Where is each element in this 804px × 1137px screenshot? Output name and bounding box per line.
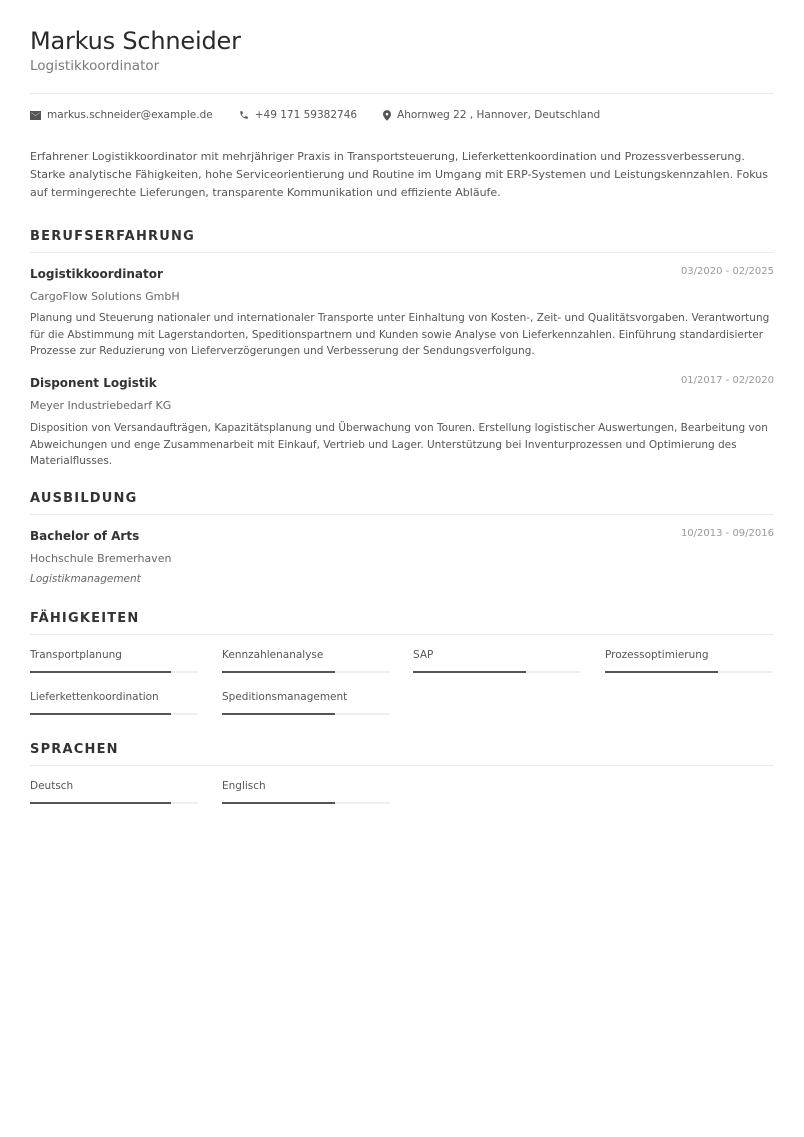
contact-address (383, 109, 600, 121)
language-item (222, 780, 390, 804)
degree-title: Bachelor of Arts (30, 529, 140, 543)
section-title-education: AUSBILDUNG (30, 491, 138, 506)
language-bar-fill (222, 802, 335, 804)
skill-item (222, 649, 390, 673)
skill-bar-fill (222, 671, 335, 673)
skill-label: Prozessoptimierung (605, 649, 709, 661)
field-of-study: Logistikmanagement (30, 573, 141, 585)
job-date: 01/2017 - 02/2020 (680, 375, 774, 386)
job-date: 03/2020 - 02/2025 (680, 266, 774, 277)
envelope-icon (30, 111, 41, 120)
skill-bar (222, 671, 390, 673)
skill-bar (605, 671, 773, 673)
profile-summary: Erfahrener Logistikkoordinator mit mehrjähriger Praxis in Transportsteuerung, Lieferkettenkoordination und Prozessverbesserung. Starke analytische Fähigkeiten, hohe Serviceorientierung und Routine im Umgang mit ERP-Systemen und Leistungskennzahlen. Fokus auf termingerechte Lieferungen, transparente Kommunikation und effiziente Abläufe. (30, 150, 768, 199)
skill-item (222, 691, 390, 715)
contact-bar (30, 109, 626, 121)
section-divider (30, 634, 774, 635)
section-divider (30, 252, 774, 253)
skill-label: Speditionsmanagement (222, 691, 348, 703)
skill-bar (413, 671, 581, 673)
language-bar (222, 802, 390, 804)
section-divider (30, 514, 774, 515)
skill-label: SAP (413, 649, 434, 661)
language-bar (30, 802, 198, 804)
skill-bar-fill (222, 713, 335, 715)
job-title: Disponent Logistik (30, 376, 157, 390)
section-title-skills: FÄHIGKEITEN (30, 611, 140, 626)
candidate-role: Logistikkoordinator (30, 58, 160, 74)
skill-label: Kennzahlenanalyse (222, 649, 324, 661)
map-pin-icon (383, 110, 391, 121)
contact-phone[interactable] (239, 109, 357, 121)
language-label: Deutsch (30, 780, 74, 792)
section-title-languages: SPRACHEN (30, 742, 119, 757)
contact-email[interactable] (30, 109, 213, 121)
skill-bar-fill (30, 671, 171, 673)
education-date: 10/2013 - 09/2016 (680, 528, 774, 539)
email-text: markus.schneider@example.de (47, 109, 213, 121)
skill-bar (30, 713, 198, 715)
section-divider (30, 765, 774, 766)
skill-item (30, 649, 198, 673)
skill-bar-fill (30, 713, 171, 715)
skill-label: Transportplanung (30, 649, 122, 661)
job-description: Disposition von Versandaufträgen, Kapazitätsplanung und Überwachung von Touren. Erstellung logistischer Auswertungen, Bearbeitung von Abweichungen und enge Zusammenarbeit mit Einkauf, Vertrieb und Lager. Unterstützung bei Inventurprozessen und Optimierung des Materialflusses. (30, 422, 768, 467)
job-company: Meyer Industriebedarf KG (30, 399, 172, 412)
job-company: CargoFlow Solutions GmbH (30, 290, 180, 303)
skill-item (30, 691, 198, 715)
skill-item (605, 649, 773, 673)
phone-text: +49 171 59382746 (254, 109, 358, 121)
language-label: Englisch (222, 780, 266, 792)
address-text: Ahornweg 22 , Hannover, Deutschland (397, 109, 601, 121)
skill-bar-fill (605, 671, 718, 673)
header-divider (30, 93, 774, 94)
skill-bar (30, 671, 198, 673)
skill-bar (222, 713, 390, 715)
phone-icon (239, 110, 249, 120)
job-description: Planung und Steuerung nationaler und internationaler Transporte unter Einhaltung von Kosten-, Zeit- und Qualitätsvorgaben. Verantwortung für die Abstimmung mit Lagerstandorten, Speditionspartnern und Kunden sowie Analyse von Lieferkennzahlen. Einführung standardisierter Prozesse zur Reduzierung von Lieferverzögerungen und Verbesserung der Sendungsverfolgung. (30, 312, 770, 357)
school-name: Hochschule Bremerhaven (30, 552, 172, 565)
language-item (30, 780, 198, 804)
section-title-experience: BERUFSERFAHRUNG (30, 229, 195, 244)
candidate-name: Markus Schneider (30, 27, 241, 55)
skill-label: Lieferkettenkoordination (30, 691, 159, 703)
skill-bar-fill (413, 671, 526, 673)
language-bar-fill (30, 802, 171, 804)
job-title: Logistikkoordinator (30, 267, 163, 281)
skill-item (413, 649, 581, 673)
